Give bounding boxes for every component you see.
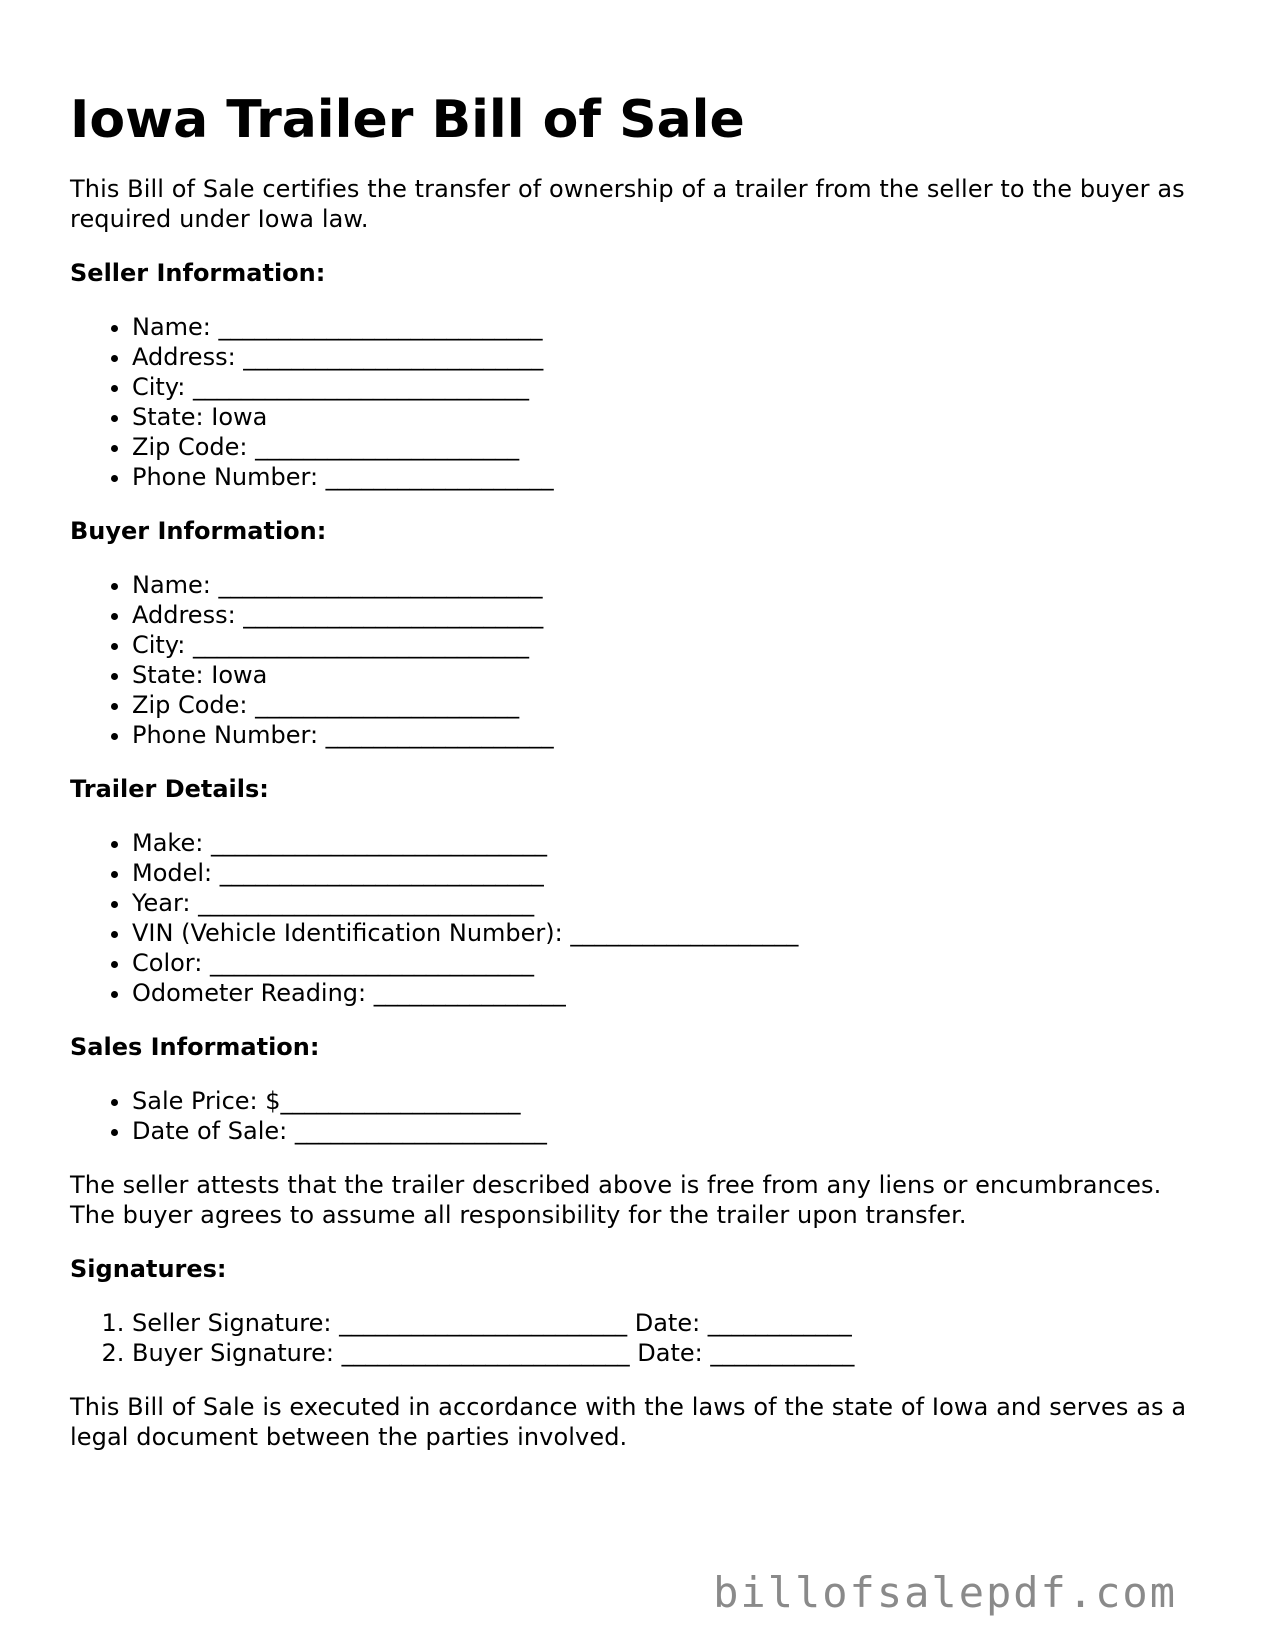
buyer-zip-field: • Zip Code: ______________________ — [132, 690, 1210, 720]
seller-heading: Seller Information: — [70, 259, 326, 287]
attestation-paragraph: The seller attests that the trailer described above is free from any liens or encumbrances. The buyer agrees to assume all responsibility for the trailer upon transfer. — [70, 1171, 1162, 1229]
document-page — [70, 84, 1210, 1452]
sales-heading: Sales Information: — [70, 1033, 320, 1061]
signature-fields — [70, 1308, 1210, 1368]
trailer-fields — [70, 828, 1210, 1008]
closing-paragraph: This Bill of Sale is executed in accordance with the laws of the state of Iowa and serves as a legal document between the parties involved. — [70, 1393, 1187, 1451]
page-title: Iowa Trailer Bill of Sale — [70, 90, 745, 150]
sales-fields — [70, 1086, 1210, 1146]
buyer-heading: Buyer Information: — [70, 517, 327, 545]
buyer-state-field: • State: Iowa — [132, 660, 1210, 690]
trailer-vin-field: • VIN (Vehicle Identification Number): ___________________ — [132, 918, 1210, 948]
sale-price-field: • Sale Price: $____________________ — [132, 1086, 1210, 1116]
buyer-address-field: • Address: _________________________ — [132, 600, 1210, 630]
seller-zip-field: • Zip Code: ______________________ — [132, 432, 1210, 462]
trailer-year-field: • Year: ____________________________ — [132, 888, 1210, 918]
seller-name-field: • Name: ___________________________ — [132, 312, 1210, 342]
trailer-color-field: • Color: ___________________________ — [132, 948, 1210, 978]
trailer-odometer-field: • Odometer Reading: ________________ — [132, 978, 1210, 1008]
signatures-heading: Signatures: — [70, 1255, 227, 1283]
intro-paragraph: This Bill of Sale certifies the transfer of ownership of a trailer from the seller to the buyer as required under Iowa law. — [70, 175, 1185, 233]
seller-city-field: • City: ____________________________ — [132, 372, 1210, 402]
seller-state-field: • State: Iowa — [132, 402, 1210, 432]
trailer-make-field: • Make: ____________________________ — [132, 828, 1210, 858]
buyer-city-field: • City: ____________________________ — [132, 630, 1210, 660]
seller-fields — [70, 312, 1210, 492]
trailer-heading: Trailer Details: — [70, 775, 269, 803]
buyer-phone-field: • Phone Number: ___________________ — [132, 720, 1210, 750]
trailer-model-field: • Model: ___________________________ — [132, 858, 1210, 888]
buyer-fields — [70, 570, 1210, 750]
seller-signature-field: 1. Seller Signature: ________________________ Date: ____________ — [132, 1308, 1210, 1338]
buyer-name-field: • Name: ___________________________ — [132, 570, 1210, 600]
seller-phone-field: • Phone Number: ___________________ — [132, 462, 1210, 492]
watermark: billofsalepdf.com — [713, 1568, 1177, 1617]
sale-date-field: • Date of Sale: _____________________ — [132, 1116, 1210, 1146]
seller-address-field: • Address: _________________________ — [132, 342, 1210, 372]
buyer-signature-field: 2. Buyer Signature: ________________________ Date: ____________ — [132, 1338, 1210, 1368]
